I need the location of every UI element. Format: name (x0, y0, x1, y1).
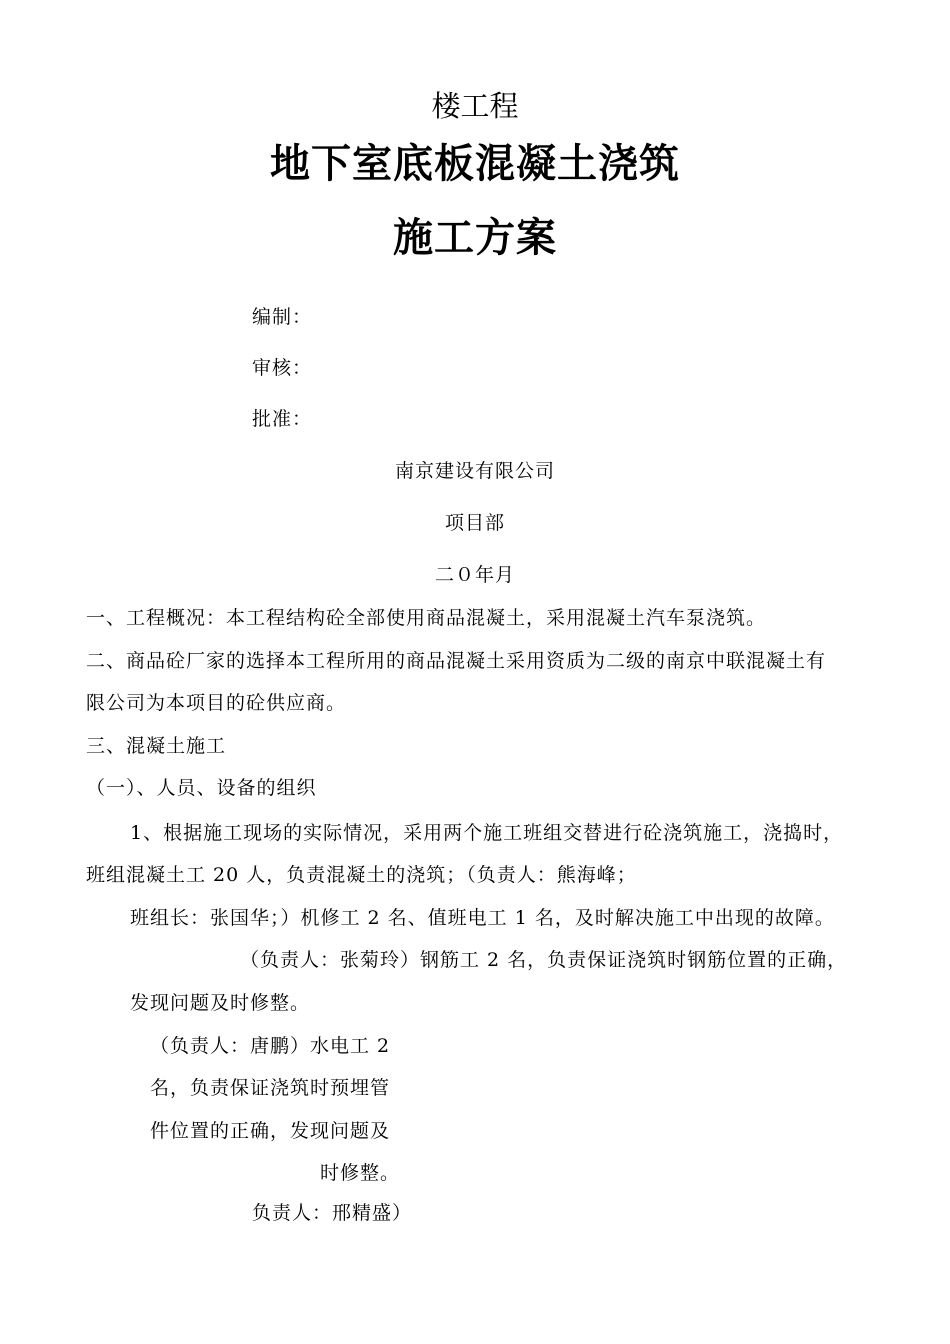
paragraph-line: 班组混凝土工 20 人，负责混凝土的浇筑；（负责人：熊海峰； (86, 864, 637, 886)
document-subtitle: 楼工程 (431, 89, 519, 123)
section-supplier-line2: 限公司为本项目的砼供应商。 (86, 692, 347, 714)
paragraph-line: 1、根据施工现场的实际情况，采用两个施工班组交替进行砼浇筑施工，浇捣时， (130, 822, 844, 844)
section-construction-heading: 三、混凝土施工 (86, 735, 227, 757)
document-date: 二０年月 (434, 564, 515, 586)
paragraph-line: 班组长：张国华；）机修工 2 名、值班电工 1 名，及时解决施工中出现的故障。 (130, 907, 835, 929)
section-supplier-line1: 二、商品砼厂家的选择本工程所用的商品混凝土采用资质为二级的南京中联混凝土有 (86, 650, 827, 672)
paragraph-line: 件位置的正确，发现问题及 (150, 1120, 391, 1142)
paragraph-line: 时修整。 (320, 1162, 401, 1184)
paragraph-line: （负责人：张菊玲）钢筋工 2 名，负责保证浇筑时钢筋位置的正确， (240, 949, 848, 971)
paragraph-line: 负责人：邢精盛） (252, 1202, 413, 1224)
section-overview: 一、工程概况：本工程结构砼全部使用商品混凝土，采用混凝土汽车泵浇筑。 (86, 607, 767, 629)
document-title-line2: 施工方案 (393, 215, 557, 261)
company-name: 南京建设有限公司 (394, 460, 555, 482)
approved-by-label: 批准： (252, 408, 313, 430)
paragraph-line: （负责人：唐鹏）水电工 2 (150, 1035, 391, 1057)
subsection-personnel-heading: （一）、人员、设备的组织 (86, 777, 317, 799)
department-name: 项目部 (444, 512, 505, 534)
compiled-by-label: 编制： (252, 306, 313, 328)
paragraph-line: 发现问题及时修整。 (130, 992, 311, 1014)
reviewed-by-label: 审核： (252, 357, 313, 379)
document-title-line1: 地下室底板混凝土浇筑 (270, 141, 680, 187)
paragraph-line: 名，负责保证浇筑时预埋管 (150, 1077, 391, 1099)
